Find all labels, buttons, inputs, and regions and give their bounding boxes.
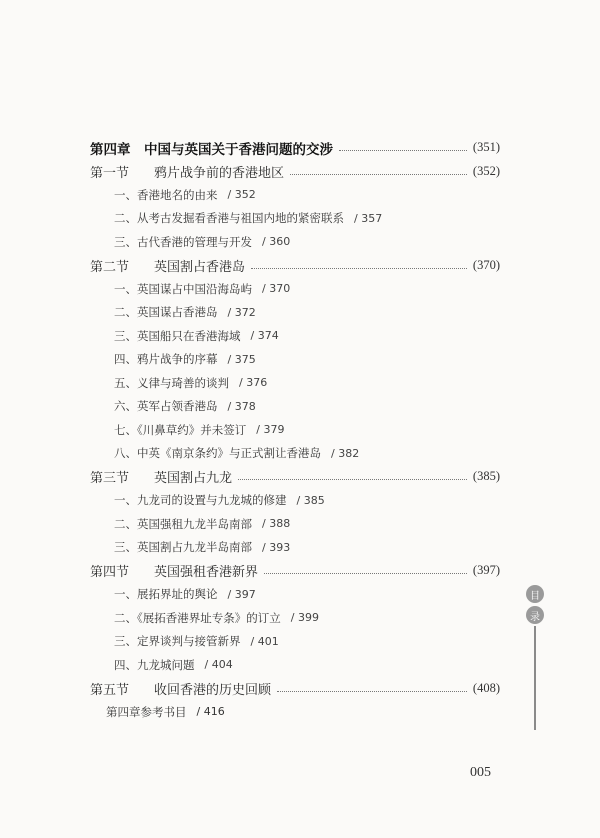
section-page: (408) [472,680,500,695]
item-title: 一、英国谋占中国沿海岛屿 [114,281,252,296]
toc-item[interactable] [90,653,500,677]
item-title: 四、鸦片战争的序幕 [114,352,218,367]
item-title: 一、九龙司的设置与九龙城的修建 [114,493,287,508]
reference-page: / 416 [196,705,225,719]
section-title: 收回香港的历史回顾 [154,682,272,698]
item-page: / 357 [354,211,383,225]
section-page: (397) [472,563,500,578]
item-title: 一、香港地名的由来 [114,187,218,202]
toc-item[interactable] [90,583,500,607]
item-title: 六、英军占领香港岛 [114,399,218,414]
section-title: 英国割占九龙 [154,471,233,487]
toc-item[interactable] [90,630,500,654]
section-label: 第三节 [90,471,130,487]
toc-item[interactable] [90,442,500,466]
section-title: 英国强租香港新界 [154,565,259,581]
item-page: / 378 [227,399,256,413]
item-title: 二、英国强租九龙半岛南部 [114,516,252,531]
item-page: / 385 [296,493,325,507]
toc-item[interactable] [90,395,500,419]
section-heading[interactable] [90,465,500,489]
dot-leader [238,479,467,480]
dot-leader [264,573,467,574]
side-tab-char-1: 目 [526,585,544,603]
toc-item[interactable] [90,371,500,395]
section-heading[interactable] [90,559,500,583]
section-heading[interactable] [90,160,500,184]
item-page: / 372 [227,305,256,319]
item-title: 七、《川鼻草约》并未签订 [114,422,247,437]
item-page: / 370 [262,282,291,296]
chapter-page: (351) [472,140,500,155]
toc-item[interactable] [90,489,500,513]
dot-leader [339,150,467,151]
dot-leader [277,691,467,692]
toc-item[interactable] [90,230,500,254]
item-page: / 404 [204,658,233,672]
chapter-heading[interactable] [90,136,500,160]
item-page: / 388 [262,517,291,531]
side-tab-char-2: 录 [526,606,544,624]
item-title: 五、义律与琦善的谈判 [114,375,229,390]
table-of-contents [90,136,500,724]
item-page: / 352 [227,188,256,202]
section-label: 第一节 [90,165,130,181]
item-title: 二、从考古发掘看香港与祖国内地的紧密联系 [114,211,344,226]
dot-leader [251,268,467,269]
reference-title: 第四章参考书目 [106,704,187,719]
item-page: / 379 [256,423,285,437]
item-title: 一、展拓界址的舆论 [114,587,218,602]
section-page: (385) [472,469,500,484]
section-label: 第四节 [90,565,130,581]
item-title: 三、定界谈判与接管新界 [114,634,241,649]
item-page: / 374 [250,329,279,343]
side-divider-line [534,626,536,730]
section-page: (370) [472,257,500,272]
item-title: 二、英国谋占香港岛 [114,305,218,320]
section-label: 第二节 [90,259,130,275]
item-page: / 393 [262,540,291,554]
reference-entry[interactable] [90,700,500,724]
dot-leader [290,174,467,175]
item-page: / 401 [250,634,279,648]
toc-item[interactable] [90,324,500,348]
item-page: / 376 [239,376,268,390]
toc-item[interactable] [90,277,500,301]
item-title: 三、英国船只在香港海域 [114,328,241,343]
section-page: (352) [472,163,500,178]
item-page: / 399 [290,611,319,625]
item-title: 八、中英《南京条约》与正式割让香港岛 [114,446,321,461]
section-title: 鸦片战争前的香港地区 [154,165,285,181]
section-heading[interactable] [90,677,500,701]
toc-item[interactable] [90,207,500,231]
section-heading[interactable] [90,254,500,278]
toc-item[interactable] [90,606,500,630]
item-page: / 360 [262,235,291,249]
item-title: 二、《展拓香港界址专条》的订立 [114,610,281,625]
item-title: 四、九龙城问题 [114,657,195,672]
section-label: 第五节 [90,682,130,698]
item-title: 三、古代香港的管理与开发 [114,234,252,249]
chapter-title: 第四章 中国与英国关于香港问题的交涉 [90,141,333,158]
item-page: / 375 [227,352,256,366]
section-list [90,160,500,701]
toc-item[interactable] [90,301,500,325]
toc-item[interactable] [90,348,500,372]
toc-item[interactable] [90,418,500,442]
toc-item[interactable] [90,183,500,207]
section-title: 英国割占香港岛 [154,259,246,275]
item-page: / 397 [227,587,256,601]
item-title: 三、英国割占九龙半岛南部 [114,540,252,555]
page-number: 005 [470,765,491,780]
toc-item[interactable] [90,536,500,560]
toc-item[interactable] [90,512,500,536]
item-page: / 382 [331,446,360,460]
